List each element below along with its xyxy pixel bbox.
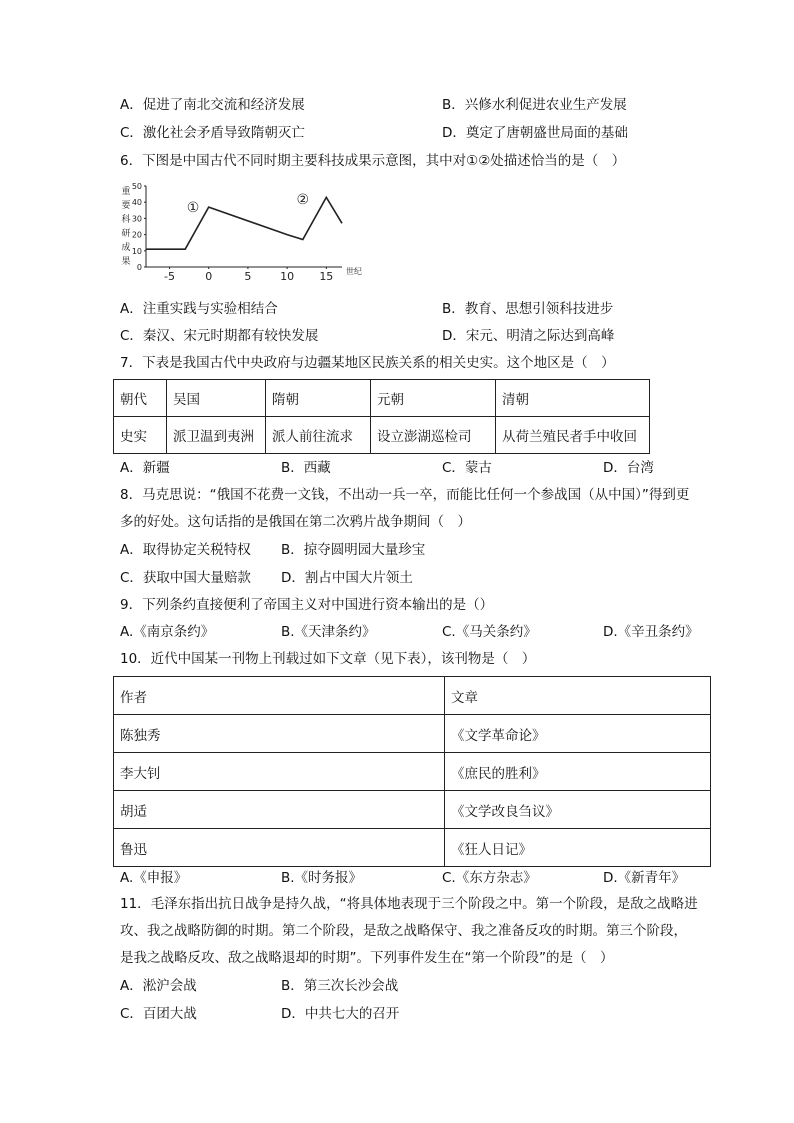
q10-option-a[interactable]: A.《申报》	[120, 870, 188, 886]
table-cell: 朝代	[114, 380, 167, 417]
y-tick-label: 50	[131, 182, 142, 191]
chart-marker-label: ②	[296, 191, 310, 208]
q7-option-b[interactable]: B．西藏	[281, 460, 331, 476]
table-cell: 史实	[114, 417, 167, 454]
q9-option-d[interactable]: D.《辛丑条约》	[603, 624, 699, 640]
q10-option-d[interactable]: D.《新青年》	[603, 870, 686, 886]
y-tick-label: 20	[131, 230, 142, 240]
x-tick-label: 10	[280, 270, 295, 280]
q8-stem-line1: 8．马克思说：“俄国不花费一文钱，不出动一兵一卒，而能比任何一个参战国（从中国）”得到更	[120, 487, 690, 503]
table-cell: 鲁迅	[114, 829, 445, 867]
table-row	[114, 677, 711, 715]
q7-table	[113, 379, 650, 454]
q10-option-b[interactable]: B.《时务报》	[281, 870, 363, 886]
q7-option-c[interactable]: C．蒙古	[442, 460, 492, 476]
table-row	[114, 417, 650, 454]
y-axis-label-char: 研	[121, 229, 131, 239]
q6-option-a[interactable]: A．注重实践与实验相结合	[120, 301, 278, 317]
q11-option-d[interactable]: D．中共七大的召开	[281, 1006, 400, 1022]
q9-option-b[interactable]: B.《天津条约》	[281, 624, 376, 640]
q8-option-b[interactable]: B．掠夺圆明园大量珍宝	[281, 542, 426, 558]
q11-stem-line2: 攻、我之战略防御的时期。第二个阶段，是敌之战略保守、我之准备反攻的时期。第三个阶段，	[120, 923, 687, 939]
q11-stem-line1: 11．毛泽东指出抗日战争是持久战，“将具体地表现于三个阶段之中。第一个阶段，是敌之战略进	[120, 896, 698, 912]
y-tick-label: 40	[131, 198, 142, 208]
q11-option-c[interactable]: C．百团大战	[120, 1006, 197, 1022]
series-line	[146, 197, 342, 249]
table-cell: 隋朝	[266, 380, 371, 417]
q9-option-c[interactable]: C.《马关条约》	[442, 624, 537, 640]
y-tick-label: 0	[136, 263, 142, 272]
table-row	[114, 715, 711, 753]
table-cell: 《文学改良刍议》	[445, 791, 711, 829]
table-cell: 派卫温到夷洲	[167, 417, 266, 454]
q5-option-c[interactable]: C．激化社会矛盾导致隋朝灭亡	[120, 125, 305, 141]
q8-option-c[interactable]: C．获取中国大量赔款	[120, 570, 251, 586]
y-axis-label-char: 要	[121, 201, 131, 211]
table-row	[114, 791, 711, 829]
q10-stem: 10．近代中国某一刊物上刊载过如下文章（见下表），该刊物是（ ）	[120, 651, 536, 667]
x-tick-label: 5	[244, 270, 252, 280]
table-cell: 元朝	[371, 380, 496, 417]
table-cell: 文章	[445, 677, 711, 715]
q9-option-a[interactable]: A.《南京条约》	[120, 624, 215, 640]
q11-stem-line3: 是我之战略反攻、敌之战略退却的时期”。下列事件发生在“第一个阶段”的是（ ）	[120, 950, 614, 966]
y-axis-label-char: 果	[121, 257, 131, 267]
y-tick-label: 10	[131, 246, 142, 256]
q5-option-a[interactable]: A．促进了南北交流和经济发展	[120, 97, 305, 113]
table-cell: 清朝	[496, 380, 650, 417]
q6-option-c[interactable]: C．秦汉、宋元时期都有较快发展	[120, 328, 319, 344]
table-cell: 李大钊	[114, 753, 445, 791]
table-cell: 设立澎湖巡检司	[371, 417, 496, 454]
q9-stem: 9．下列条约直接便利了帝国主义对中国进行资本输出的是（）	[120, 597, 494, 613]
y-axis-label-char: 科	[121, 215, 131, 225]
q10-option-c[interactable]: C.《东方杂志》	[442, 870, 537, 886]
table-cell: 陈独秀	[114, 715, 445, 753]
q5-option-d[interactable]: D．奠定了唐朝盛世局面的基础	[442, 125, 628, 141]
table-cell: 胡适	[114, 791, 445, 829]
x-tick-label: -5	[164, 270, 176, 280]
q10-table	[113, 676, 711, 867]
table-row	[114, 753, 711, 791]
table-cell: 派人前往流求	[266, 417, 371, 454]
q8-stem-line2: 多的好处。这句话指的是俄国在第二次鸦片战争期间（ ）	[120, 514, 471, 530]
table-cell: 《狂人日记》	[445, 829, 711, 867]
table-cell: 吴国	[167, 380, 266, 417]
q6-option-d[interactable]: D．宋元、明清之际达到高峰	[442, 328, 615, 344]
q11-option-a[interactable]: A．淞沪会战	[120, 978, 197, 994]
table-cell: 《庶民的胜利》	[445, 753, 711, 791]
table-cell: 《文学革命论》	[445, 715, 711, 753]
y-axis-label	[121, 185, 130, 267]
chart-marker-label: ①	[186, 200, 200, 217]
x-axis-unit: 世纪	[346, 267, 362, 276]
q11-option-b[interactable]: B．第三次长沙会战	[281, 978, 399, 994]
y-axis-label-char: 成	[121, 243, 131, 253]
q7-stem: 7．下表是我国古代中央政府与边疆某地区民族关系的相关史实。这个地区是（ ）	[120, 355, 615, 371]
q6-chart	[112, 180, 382, 280]
table-cell: 作者	[114, 677, 445, 715]
table-row	[114, 380, 650, 417]
x-tick-label: 15	[319, 270, 334, 280]
y-axis-label-char: 重	[121, 187, 131, 197]
q5-option-b[interactable]: B．兴修水利促进农业生产发展	[442, 97, 627, 113]
y-tick-label: 30	[131, 214, 142, 224]
q6-stem: 6．下图是中国古代不同时期主要科技成果示意图，其中对①②处描述恰当的是（ ）	[120, 153, 626, 169]
table-cell: 从荷兰殖民者手中收回	[496, 417, 650, 454]
table-row	[114, 829, 711, 867]
x-tick-label: 0	[205, 270, 213, 280]
q8-option-d[interactable]: D．割占中国大片领土	[281, 570, 413, 586]
q6-option-b[interactable]: B．教育、思想引领科技进步	[442, 301, 614, 317]
q7-option-a[interactable]: A．新疆	[120, 460, 170, 476]
q7-option-d[interactable]: D．台湾	[603, 460, 654, 476]
q8-option-a[interactable]: A．取得协定关税特权	[120, 542, 251, 558]
